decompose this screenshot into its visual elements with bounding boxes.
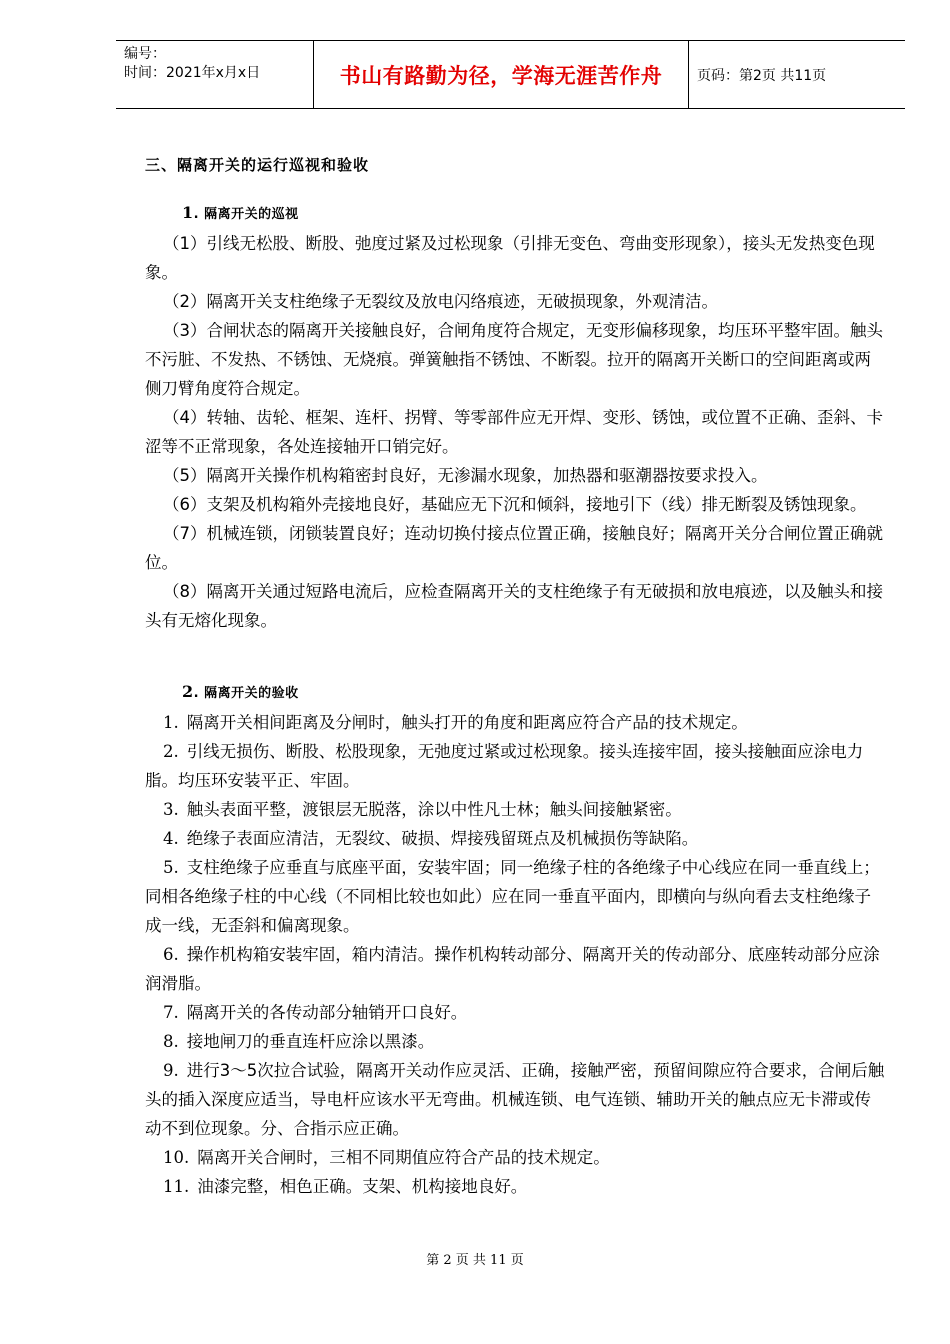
acceptance-item-text: 隔离开关的各传动部分轴销开口良好。 <box>186 1003 468 1022</box>
page-header <box>116 40 905 109</box>
inspection-item: （3）合闸状态的隔离开关接触良好，合闸角度符合规定，无变形偏移现象，均压环平整牢固。触头不污脏、不发热、不锈蚀、无烧痕。弹簧触指不锈蚀、不断裂。拉开的隔离开关断口的空间距离或两侧刀臂角度符合规定。 <box>145 321 883 398</box>
header-motto: 书山有路勤为径，学海无涯苦作舟 <box>314 41 689 108</box>
subsection-number: 2 <box>182 682 194 701</box>
acceptance-item-text: 接地闸刀的垂直连杆应涂以黑漆。 <box>186 1032 435 1051</box>
subsection-number: 1 <box>182 203 194 222</box>
acceptance-item <box>145 1172 885 1201</box>
acceptance-item-number: 11. <box>163 1177 190 1196</box>
acceptance-item-number: 5. <box>163 858 179 877</box>
acceptance-item-text: 油漆完整，相色正确。支架、机构接地良好。 <box>197 1177 528 1196</box>
header-meta <box>116 41 314 108</box>
acceptance-item <box>145 737 885 795</box>
acceptance-item-number: 1. <box>163 713 179 732</box>
acceptance-item-text: 支柱绝缘子应垂直与底座平面，安装牢固；同一绝缘子柱的各绝缘子中心线应在同一垂直线上；同相各绝缘子柱的中心线（不同相比较也如此）应在同一垂直平面内，即横向与纵向看去支柱绝缘子成一线，无歪斜和偏离现象。 <box>145 858 880 935</box>
acceptance-item <box>145 940 885 998</box>
inspection-item: （5）隔离开关操作机构箱密封良好，无渗漏水现象，加热器和驱潮器按要求投入。 <box>163 466 768 485</box>
acceptance-item <box>145 853 885 940</box>
acceptance-item-number: 9. <box>163 1061 179 1080</box>
inspection-item: （6）支架及机构箱外壳接地良好，基础应无下沉和倾斜，接地引下（线）排无断裂及锈蚀现象。 <box>163 495 867 514</box>
acceptance-item-text: 绝缘子表面应清洁，无裂纹、破损、焊接残留斑点及机械损伤等缺陷。 <box>186 829 699 848</box>
time-label: 时间：2021年x月x日 <box>124 65 261 81</box>
acceptance-item-text: 隔离开关合闸时，三相不同期值应符合产品的技术规定。 <box>197 1148 610 1167</box>
acceptance-item-number: 6. <box>163 945 179 964</box>
header-page-label: 页码：第2页 共11页 <box>697 67 827 84</box>
acceptance-item-text: 隔离开关相间距离及分闸时，触头打开的角度和距离应符合产品的技术规定。 <box>186 713 748 732</box>
page-footer: 第 2 页 共 11 页 <box>426 1253 524 1268</box>
acceptance-item-number: 4. <box>163 829 179 848</box>
acceptance-item-number: 8. <box>163 1032 179 1051</box>
acceptance-item-text: 引线无损伤、断股、松股现象，无弛度过紧或过松现象。接头连接牢固，接头接触面应涂电力脂。均压环安装平正、牢固。 <box>145 742 864 790</box>
inspection-list <box>145 229 885 635</box>
acceptance-item-number: 10. <box>163 1148 190 1167</box>
acceptance-item <box>145 1027 885 1056</box>
acceptance-item <box>145 708 885 737</box>
subsection-label: . 隔离开关的验收 <box>193 686 299 701</box>
acceptance-item <box>145 824 885 853</box>
acceptance-item-text: 进行3～5次拉合试验，隔离开关动作应灵活、正确，接触严密，预留间隙应符合要求，合闸后触头的插入深度应适当，导电杆应该水平无弯曲。机械连锁、电气连锁、辅助开关的触点应无卡滞或传动不到位现象。分、合指示应正确。 <box>145 1061 885 1138</box>
acceptance-item-number: 7. <box>163 1003 179 1022</box>
acceptance-item <box>145 998 885 1027</box>
inspection-item: （7）机械连锁，闭锁装置良好；连动切换付接点位置正确，接触良好；隔离开关分合闸位置正确就位。 <box>145 524 883 572</box>
inspection-item: （4）转轴、齿轮、框架、连杆、拐臂、等零部件应无开焊、变形、锈蚀，或位置不正确、歪斜、卡涩等不正常现象，各处连接轴开口销完好。 <box>145 408 883 456</box>
acceptance-list <box>145 708 885 1201</box>
subsection-label: . 隔离开关的巡视 <box>193 207 299 222</box>
acceptance-item <box>145 1143 885 1172</box>
subsection-title-inspection <box>182 203 299 222</box>
inspection-item: （1）引线无松股、断股、弛度过紧及过松现象（引排无变色、弯曲变形现象），接头无发热变色现象。 <box>145 234 875 282</box>
section-title: 三、隔离开关的运行巡视和验收 <box>145 156 370 174</box>
acceptance-item-number: 3. <box>163 800 179 819</box>
acceptance-item-number: 2. <box>163 742 179 761</box>
inspection-item: （2）隔离开关支柱绝缘子无裂纹及放电闪络痕迹，无破损现象，外观清洁。 <box>163 292 718 311</box>
acceptance-item-text: 触头表面平整，渡银层无脱落，涂以中性凡士林；触头间接触紧密。 <box>186 800 682 819</box>
acceptance-item <box>145 1056 885 1143</box>
subsection-title-acceptance <box>182 682 299 701</box>
acceptance-item-text: 操作机构箱安装牢固，箱内清洁。操作机构转动部分、隔离开关的传动部分、底座转动部分应涂润滑脂。 <box>145 945 880 993</box>
acceptance-item <box>145 795 885 824</box>
serial-label: 编号： <box>124 46 166 62</box>
inspection-item: （8）隔离开关通过短路电流后，应检查隔离开关的支柱绝缘子有无破损和放电痕迹，以及触头和接头有无熔化现象。 <box>145 582 883 630</box>
